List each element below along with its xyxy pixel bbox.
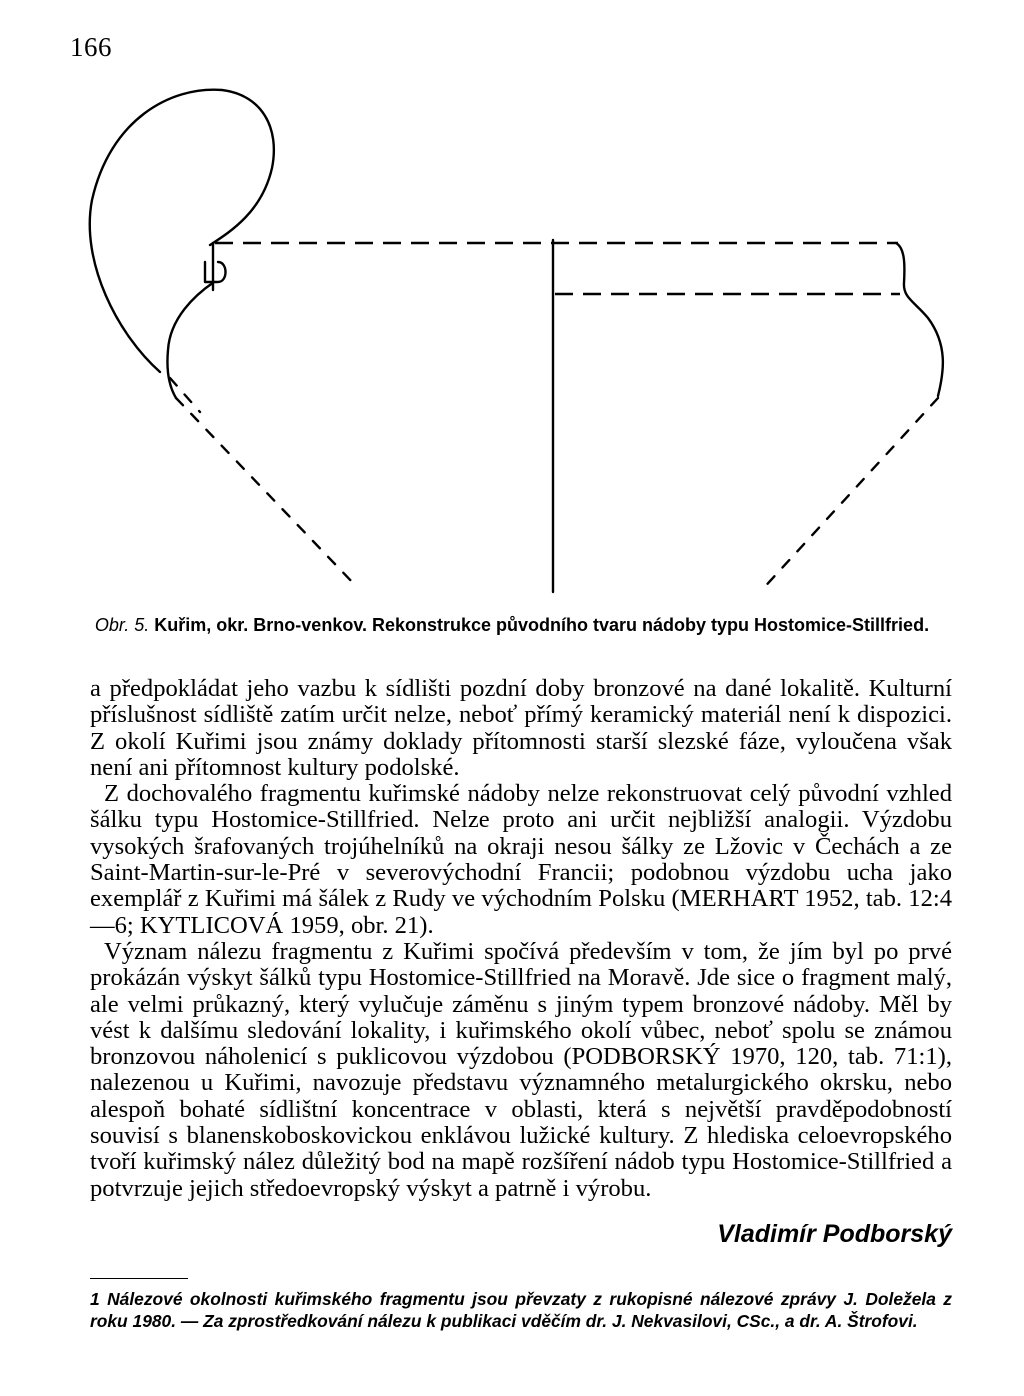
footnote-divider [90,1278,188,1279]
page-number: 166 [70,32,112,62]
figure-caption [62,614,962,636]
vessel-drawing [0,70,1024,610]
caption-prefix: Obr. 5. [94,615,150,635]
vessel-left-contour [167,282,214,398]
paragraph-1: a předpokládat jeho vazbu k sídlišti pozdní doby bronzové na dané lokalitě. Kulturní příslušnost sídliště zatím určit nelze, neboť přímý keramický materiál není k dispozici. Z okolí Kuřimi jsou známy doklady přítomnosti starší slezské fáze, vyloučena však není ani přítomnost kultury podolské. [90,675,952,781]
rim-fitting [205,243,226,290]
author-signature: Vladimír Podborský [717,1220,952,1248]
vessel-reconstruction-figure [0,70,1024,610]
article-body [90,676,952,1202]
paragraph-3: Význam nálezu fragmentu z Kuřimi spočívá především v tom, že jím byl po prvé prokázán výskyt šálků typu Hostomice-Stillfried na Moravě. Jde sice o fragment malý, ale velmi průkazný, který vylučuje záměnu s jiným typem bronzové nádoby. Měl by vést k dalšímu sledování lokality, i kuřimského okolí vůbec, neboť spolu se známou bronzovou náholenicí s puklicovou výzdobou (PODBORSKÝ 1970, 120, tab. 71:1), nalezenou u Kuřimi, navozuje představu významného metalurgického okrsku, nebo alespoň bohaté sídlištní koncentrace v oblasti, která s největší pravděpodobností souvisí s blanenskoboskovickou enklávou lužické kultury. Z hlediska celoevropského tvoří kuřimský nález důležitý bod na mapě rozšíření nádob typu Hostomice-Stillfried a potvrzuje jejich středoevropský výskyt a patrně i výrobu. [90,937,952,1202]
vessel-right-contour [896,243,943,396]
handle-outline [90,90,274,372]
left-lower-dashed [176,398,356,586]
footnote: 1 Nálezové okolnosti kuřimského fragmentu jsou převzaty z rukopisné nálezové zprávy J. Doležela z roku 1980. — Za zprostředkování nálezu k publikaci vděčím dr. J. Nekvasilovi, CSc., a dr. A. Štrofovi. [90,1289,952,1331]
right-lower-dashed [760,398,938,592]
paragraph-2: Z dochovalého fragmentu kuřimské nádoby nelze rekonstruovat celý původní vzhled šálku typu Hostomice-Stillfried. Nelze proto ani určit nejbližší analogii. Výzdobu vysokých šrafovaných trojúhelníků na okraji nesou šálky ze Lžovic v Čechách a ze Saint-Martin-sur-le-Pré v severovýchodní Francii; podobnou výzdobu ucha jako exemplář z Kuřimi má šálek z Rudy ve východním Polsku (MERHART 1952, tab. 12:4—6; KYTLICOVÁ 1959, obr. 21). [90,780,952,939]
caption-text: Kuřim, okr. Brno-venkov. Rekonstrukce původního tvaru nádoby typu Hostomice-Stillfried. [154,615,930,635]
